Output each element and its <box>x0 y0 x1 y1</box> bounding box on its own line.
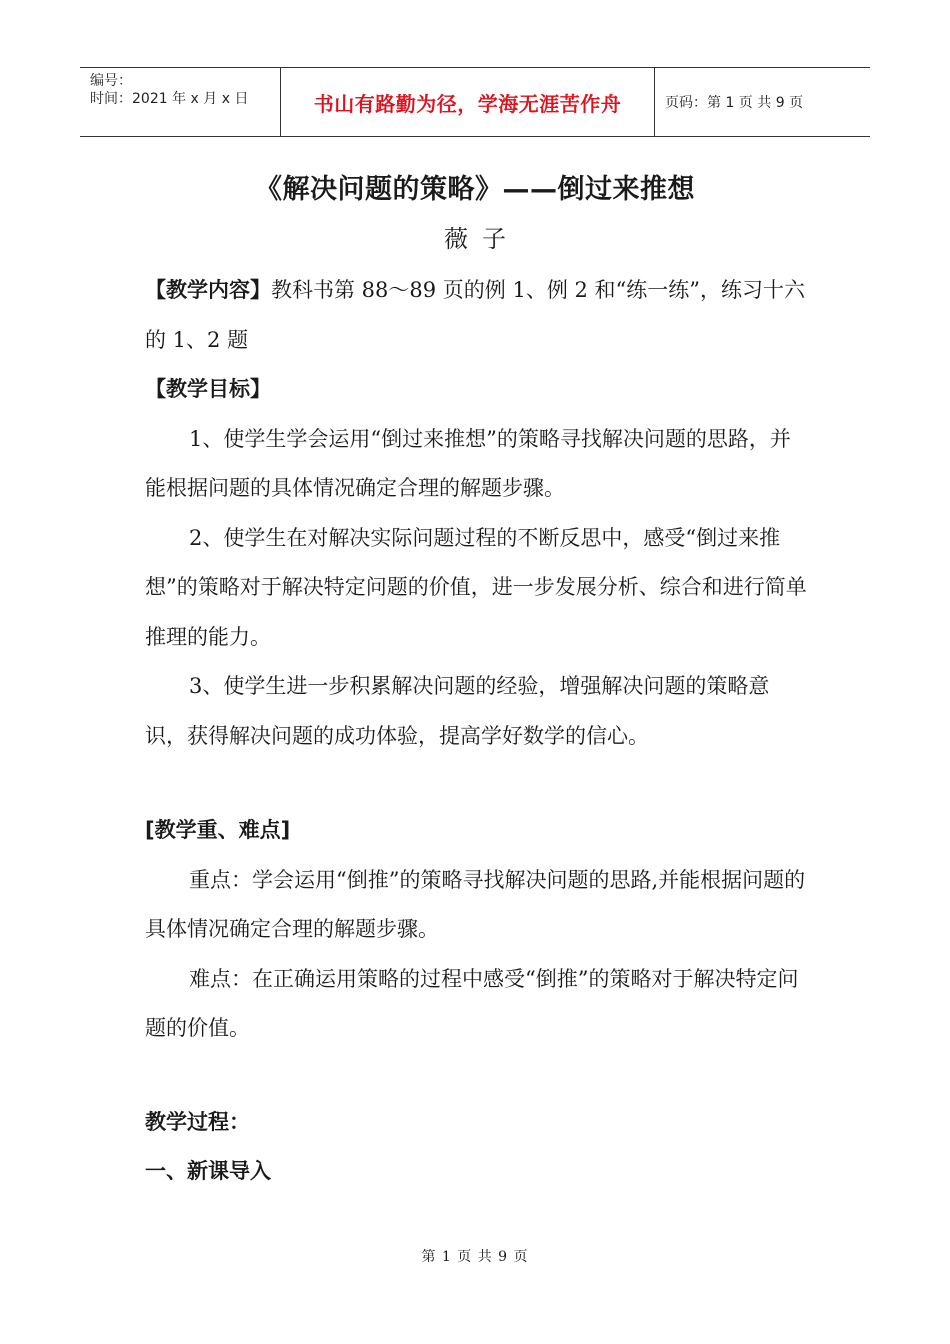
teaching-content-text: 教科书第 88～89 页的例 1、例 2 和“练一练”，练习十六的 1、2 题 <box>145 278 806 352</box>
header-meta <box>80 68 281 136</box>
teaching-content-heading: 【教学内容】 <box>145 278 271 302</box>
new-lesson-intro-heading: 一、新课导入 <box>145 1159 271 1183</box>
page-footer: 第 1 页 共 9 页 <box>421 1249 529 1265</box>
document-body <box>145 266 810 1197</box>
author-name: 薇子 <box>444 225 520 253</box>
difficult-point-text: 难点：在正确运用策略的过程中感受“倒推”的策略对于解决特定问题的价值。 <box>145 966 799 1040</box>
goal-item-2: 2、使学生在对解决实际问题过程的不断反思中，感受“倒过来推想”的策略对于解决特定问题的价值，进一步发展分析、综合和进行简单推理的能力。 <box>145 525 807 649</box>
teaching-process-heading: 教学过程： <box>145 1109 250 1134</box>
key-point-text: 重点：学会运用“倒推”的策略寻找解决问题的思路,并能根据问题的具体情况确定合理的解题步骤。 <box>145 867 806 941</box>
header-motto: 书山有路勤为径，学海无涯苦作舟 <box>281 68 655 136</box>
number-label: 编号： <box>90 73 132 89</box>
document-title: 《解决问题的策略》——倒过来推想 <box>255 174 695 205</box>
time-label: 时间：2021 年 x 月 x 日 <box>90 91 249 107</box>
spacer <box>145 1054 810 1098</box>
document-header <box>80 67 870 137</box>
header-page-number: 页码：第 1 页 共 9 页 <box>665 95 804 111</box>
goal-item-3: 3、使学生进一步积累解决问题的经验，增强解决问题的策略意识，获得解决问题的成功体验，提高学好数学的信心。 <box>145 674 770 748</box>
spacer <box>145 761 810 806</box>
teaching-goals-heading: 【教学目标】 <box>145 377 271 401</box>
key-points-heading: [教学重、难点] <box>145 818 291 842</box>
teaching-content-paragraph <box>145 266 810 365</box>
goal-item-1: 1、使学生学会运用“倒过来推想”的策略寻找解决问题的思路，并能根据问题的具体情况确定合理的解题步骤。 <box>145 426 791 500</box>
